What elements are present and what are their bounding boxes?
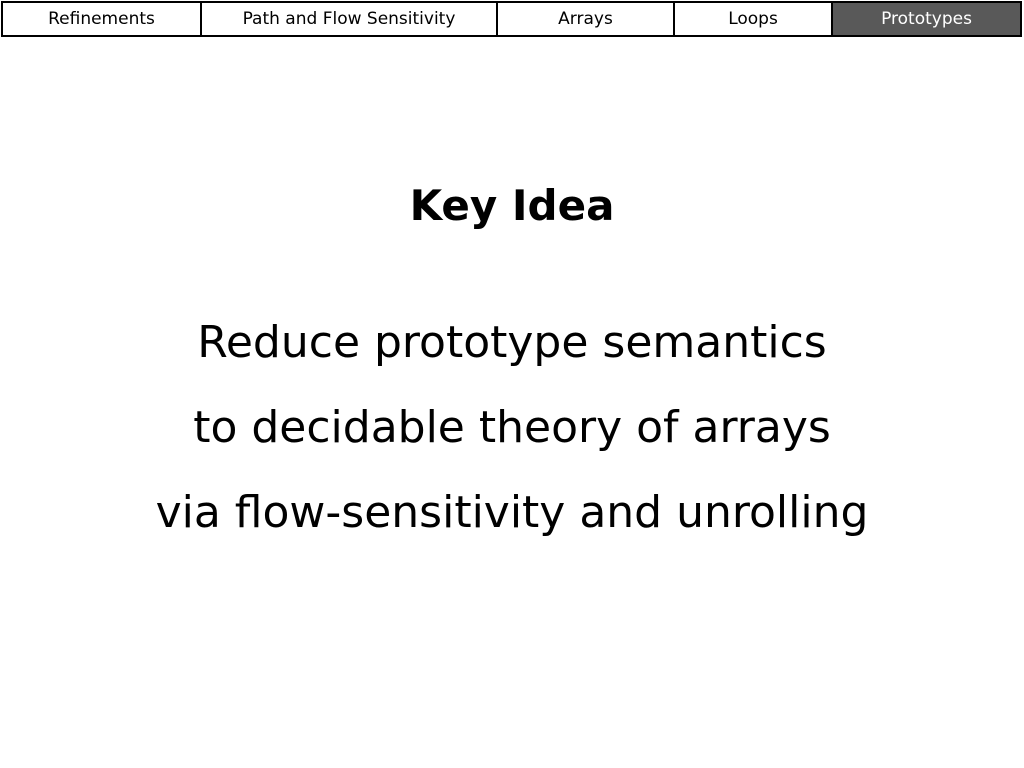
- nav-tab-refinements[interactable]: Refinements: [3, 3, 202, 35]
- body-line-3: via flow-sensitivity and unrolling: [155, 487, 869, 538]
- slide-title: Key Idea: [409, 181, 615, 230]
- slide-body: [0, 300, 1024, 555]
- body-line-1: Reduce prototype semantics: [197, 317, 827, 368]
- nav-tab-loops[interactable]: Loops: [675, 3, 833, 35]
- body-line-2: to decidable theory of arrays: [193, 402, 831, 453]
- nav-tab-path-and-flow-sensitivity[interactable]: Path and Flow Sensitivity: [202, 3, 498, 35]
- section-nav-bar: [1, 1, 1022, 37]
- nav-tab-arrays[interactable]: Arrays: [498, 3, 675, 35]
- nav-tab-prototypes[interactable]: Prototypes: [833, 3, 1020, 35]
